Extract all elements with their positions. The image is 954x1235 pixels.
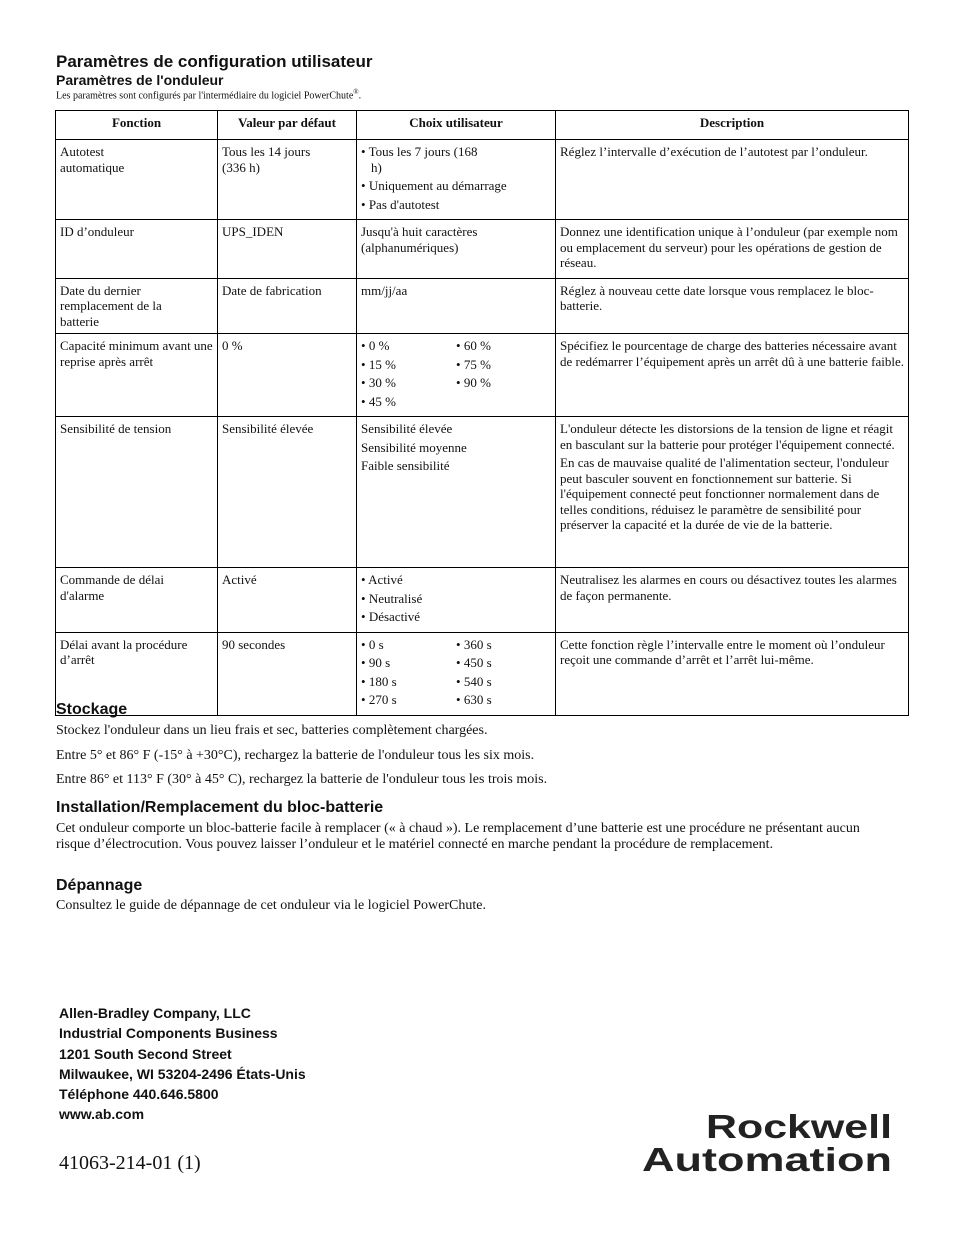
stockage-heading: Stockage (56, 701, 128, 718)
choice-item: • 270 s (361, 692, 456, 708)
table-row (56, 334, 909, 417)
choice-item: • 60 % (456, 338, 551, 354)
column-header: Choix utilisateur (357, 111, 556, 140)
stockage-line: Entre 86° et 113° F (30° à 45° C), rechargez la batterie de l'onduleur tous les trois mois. (56, 772, 548, 787)
description-text: Spécifiez le pourcentage de charge des batteries nécessaire avant de redémarrer l’équipement après un arrêt dû à une batterie faible. (560, 338, 904, 369)
description-text: L'onduleur détecte les distorsions de la tension de ligne et réagit en basculant sur la batterie pour protéger l'équipement connecté. (560, 421, 895, 452)
cell-defaut: Tous les 14 jours (336 h) (218, 140, 357, 220)
cell-choix (357, 568, 556, 633)
cell-defaut: Activé (218, 568, 357, 633)
document-number: 41063-214-01 (1) (59, 1152, 201, 1174)
cell-defaut: 0 % (218, 334, 357, 417)
table-row (56, 220, 909, 279)
table-row (56, 632, 909, 715)
logo-line-1: Rockwell (706, 1110, 892, 1145)
address-line: Allen-Bradley Company, LLC (59, 1005, 251, 1021)
choice-item: • 45 % (361, 394, 456, 410)
address-line: Téléphone 440.646.5800 (59, 1086, 219, 1103)
cell-choix: Jusqu'à huit caractères (alphanumériques) (357, 220, 556, 279)
choice-item: • 450 s (456, 655, 551, 671)
description-text: Donnez une identification unique à l’onduleur (par exemple nom ou emplacement du serveur) pour les opérations de gestion de réseau. (560, 224, 898, 270)
description-text: Réglez à nouveau cette date lorsque vous remplacez le bloc-batterie. (560, 282, 874, 313)
config-table (55, 110, 909, 716)
choice-item: • Pas d'autotest (361, 197, 551, 213)
installation-heading: Installation/Remplacement du bloc-batterie (56, 799, 384, 816)
column-header: Description (556, 111, 909, 140)
cell-choix: mm/jj/aa (357, 278, 556, 334)
address-line: www.ab.com (59, 1106, 145, 1123)
cell-fonction: Sensibilité de tension (56, 417, 218, 568)
table-row (56, 417, 909, 568)
choice-item: • 360 s (456, 637, 551, 653)
choice-item: Faible sensibilité (361, 458, 450, 473)
description-text: Neutralisez les alarmes en cours ou désactivez toutes les alarmes de façon permanente. (560, 572, 897, 603)
choice-item: • 90 s (361, 655, 456, 671)
address-line: 1201 South Second Street (59, 1045, 232, 1062)
choice-item: • 30 % (361, 375, 456, 391)
table-row (56, 568, 909, 633)
choice-item: • Désactivé (361, 609, 551, 625)
cell-description (556, 334, 909, 417)
column-header: Valeur par défaut (218, 111, 357, 140)
intro-text: Les paramètres sont configurés par l'intermédiaire du logiciel PowerChute®. (56, 88, 362, 102)
stockage-line: Stockez l'onduleur dans un lieu frais et sec, batteries complètement chargées. (56, 723, 488, 738)
cell-fonction: Délai avant la procédure d’arrêt (56, 632, 218, 715)
cell-description (556, 140, 909, 220)
choice-item: • 630 s (456, 692, 551, 708)
choice-item: • 180 s (361, 674, 456, 690)
choice-item: Sensibilité moyenne (361, 439, 467, 455)
rockwell-automation-logo (640, 1110, 896, 1175)
choice-item: • Activé (361, 572, 551, 588)
choice-item: • 540 s (456, 674, 551, 690)
choice-item: • Neutralisé (361, 591, 551, 607)
cell-description (556, 278, 909, 334)
cell-description (556, 568, 909, 633)
address-line: Milwaukee, WI 53204-2496 États-Unis (59, 1065, 306, 1082)
depannage-heading: Dépannage (56, 877, 143, 894)
cell-fonction: Capacité minimum avant une reprise après arrêt (56, 334, 218, 417)
choice-item: • Tous les 7 jours (168 h) (361, 144, 481, 175)
choice-item: Sensibilité élevée (361, 421, 453, 436)
cell-fonction: Commande de délai d'alarme (56, 568, 218, 633)
cell-description (556, 632, 909, 715)
cell-defaut: Sensibilité élevée (218, 417, 357, 568)
installation-text: Cet onduleur comporte un bloc-batterie facile à remplacer (« à chaud »). Le remplacement d’une batterie est une procédure ne présentant aucun risque d’électrocution. Vous pouvez laisser l’onduleur et le matériel connecté en marche pendant la procédure de remplacement. (56, 821, 860, 852)
description-text: Cette fonction règle l’intervalle entre le moment où l’onduleur reçoit une commande d’arrêt et l’arrêt lui-même. (560, 636, 885, 667)
cell-fonction: ID d’onduleur (56, 220, 218, 279)
cell-description (556, 417, 909, 568)
table-row (56, 140, 909, 220)
choice-item: • Uniquement au démarrage (361, 178, 551, 194)
address-line: Industrial Components Business (59, 1025, 278, 1042)
choice-item: • 75 % (456, 357, 551, 373)
table-header-row (56, 111, 909, 140)
cell-choix (357, 334, 556, 417)
cell-choix (357, 140, 556, 220)
choice-item: • 15 % (361, 357, 456, 373)
cell-fonction: Date du dernier remplacement de la batterie (56, 278, 218, 334)
logo-line-2: Automation (642, 1141, 892, 1175)
cell-defaut: Date de fabrication (218, 278, 357, 334)
cell-choix (357, 632, 556, 715)
description-text: Réglez l’intervalle d’exécution de l’autotest par l’onduleur. (560, 144, 868, 159)
choice-item: • 0 % (361, 338, 456, 354)
company-address (59, 1003, 306, 1125)
section-subtitle: Paramètres de l'onduleur (56, 72, 224, 88)
page-title: Paramètres de configuration utilisateur (56, 52, 373, 71)
cell-fonction: Autotest automatique (56, 140, 218, 220)
table-row (56, 278, 909, 334)
choice-item: • 0 s (361, 637, 456, 653)
cell-choix (357, 417, 556, 568)
stockage-line: Entre 5° et 86° F (-15° à +30°C), rechargez la batterie de l'onduleur tous les six mois. (56, 748, 535, 763)
cell-defaut: 90 secondes (218, 632, 357, 715)
column-header: Fonction (56, 111, 218, 140)
cell-description (556, 220, 909, 279)
description-text: En cas de mauvaise qualité de l'alimentation secteur, l'onduleur peut basculer souvent en fonctionnement sur batterie. Si l'équipement connecté peut fonctionner normalement dans de telles conditions, réduisez le paramètre de sensibilité pour préserver la capacité et la durée de vie de la batterie. (560, 455, 889, 532)
cell-defaut: UPS_IDEN (218, 220, 357, 279)
depannage-text: Consultez le guide de dépannage de cet onduleur via le logiciel PowerChute. (56, 898, 486, 913)
choice-item: • 90 % (456, 375, 551, 391)
